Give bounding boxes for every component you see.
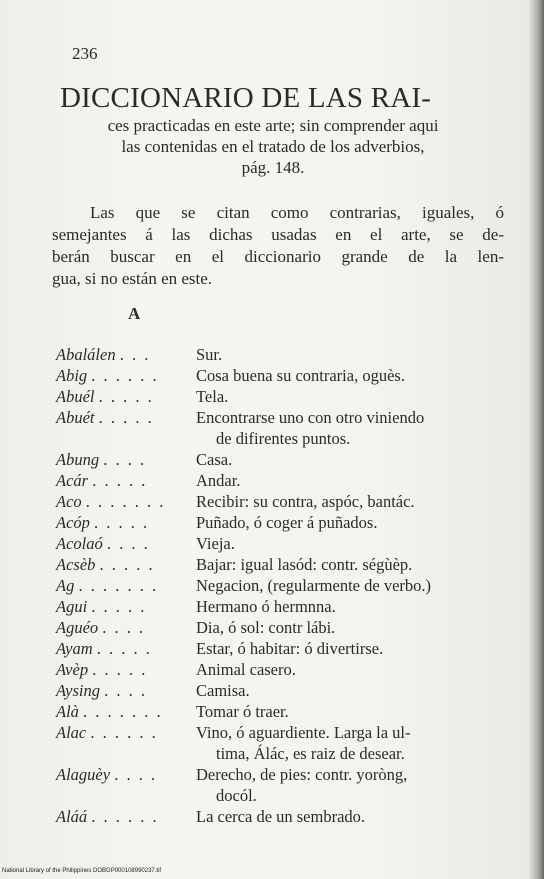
leader-dots: . . . . . .: [91, 807, 159, 826]
dictionary-entry: [56, 554, 508, 575]
dictionary-entries: [56, 344, 508, 827]
entry-headword: [56, 449, 146, 470]
leader-dots: . . . . . . .: [85, 492, 166, 511]
entry-definition: Hermano ó hermnna.: [196, 597, 336, 616]
page-edge-shadow: [528, 0, 544, 879]
leader-dots: . . . .: [104, 681, 147, 700]
headword-text: Abung: [56, 450, 100, 469]
leader-dots: . . . . .: [92, 471, 148, 490]
leader-dots: . . . . .: [99, 555, 155, 574]
entry-headword: [56, 722, 158, 743]
leader-dots: . . . . .: [92, 660, 148, 679]
dictionary-entry: [56, 764, 508, 806]
entry-definition: Estar, ó habitar: ó divertirse.: [196, 639, 384, 658]
section-letter: A: [128, 304, 141, 323]
leader-dots: . . . . .: [94, 513, 150, 532]
entry-definition: Camisa.: [196, 681, 250, 700]
dictionary-entry: [56, 722, 508, 764]
entry-headword: [56, 470, 147, 491]
headword-text: Alà: [56, 702, 79, 721]
headword-text: Abalálen: [56, 345, 116, 364]
entry-headword: [56, 596, 146, 617]
dictionary-entry: [56, 617, 508, 638]
headword-text: Acsèb: [56, 555, 96, 574]
entry-definition: Casa.: [196, 450, 233, 469]
entry-definition: Derecho, de pies: contr. yoròng,: [196, 765, 408, 784]
entry-headword: [56, 764, 157, 785]
dictionary-entry: [56, 407, 508, 449]
dictionary-entry: [56, 344, 508, 365]
headword-text: Aysing: [56, 681, 100, 700]
entry-definition: tima, Álác, es raiz de desear.: [216, 744, 405, 763]
intro-line-3: berán buscar en el diccionario grande de la len-: [52, 247, 504, 266]
entry-headword: [56, 806, 159, 827]
entry-headword: [56, 365, 159, 386]
entry-definition: Andar.: [196, 471, 241, 490]
entry-headword: [56, 701, 163, 722]
dictionary-entry: [56, 596, 508, 617]
entry-definition: docól.: [216, 786, 257, 805]
leader-dots: . . . . . .: [91, 366, 159, 385]
intro-line-1: Las que se citan como contrarias, iguales, ó: [90, 203, 504, 222]
headword-text: Ag: [56, 576, 75, 595]
headword-text: Abuél: [56, 387, 95, 406]
leader-dots: . . . .: [114, 765, 158, 784]
dictionary-entry: [56, 386, 508, 407]
leader-dots: . . . . .: [98, 408, 154, 427]
entry-headword: [56, 638, 152, 659]
leader-dots: . . .: [119, 345, 151, 364]
entry-definition: Vino, ó aguardiente. Larga la ul-: [196, 723, 411, 742]
leader-dots: . . . .: [103, 450, 147, 469]
entry-headword: [56, 575, 158, 596]
headword-text: Acár: [56, 471, 89, 490]
headword-text: Alaguèy: [56, 765, 111, 784]
intro-paragraph: [52, 202, 504, 290]
leader-dots: . . . . .: [98, 387, 154, 406]
leader-dots: . . . . .: [96, 639, 152, 658]
dictionary-entry: [56, 638, 508, 659]
entry-definition: Recibir: su contra, aspóc, bantác.: [196, 492, 415, 511]
leader-dots: . . . . . .: [90, 723, 158, 742]
headword-text: Acolaó: [56, 534, 103, 553]
entry-headword: [56, 386, 154, 407]
entry-definition: Encontrarse uno con otro viniendo: [196, 408, 425, 427]
entry-definition: La cerca de un sembrado.: [196, 807, 366, 826]
dictionary-entry: [56, 701, 508, 722]
entry-headword: [56, 554, 155, 575]
entry-definition: Animal casero.: [196, 660, 296, 679]
intro-line-2: semejantes á las dichas usadas en el arte, se de-: [52, 225, 504, 244]
dictionary-entry: [56, 533, 508, 554]
entry-definition: Sur.: [196, 345, 223, 364]
entry-definition: Puñado, ó coger á puñados.: [196, 513, 378, 532]
entry-definition: Bajar: igual lasód: contr. ségùèp.: [196, 555, 413, 574]
headword-text: Alac: [56, 723, 87, 742]
entry-headword: [56, 659, 147, 680]
dictionary-entry: [56, 491, 508, 512]
leader-dots: . . . .: [102, 618, 146, 637]
headword-text: Avèp: [56, 660, 89, 679]
dictionary-entry: [56, 680, 508, 701]
entry-headword: [56, 491, 165, 512]
leader-dots: . . . . .: [91, 597, 147, 616]
dictionary-entry: [56, 806, 508, 827]
entry-headword: [56, 617, 145, 638]
entry-headword: [56, 533, 150, 554]
headword-text: Abuét: [56, 408, 95, 427]
dictionary-entry: [56, 512, 508, 533]
page-title: DICCIONARIO DE LAS RAI-: [60, 82, 432, 114]
headword-text: Ayam: [56, 639, 93, 658]
entry-headword: [56, 512, 149, 533]
headword-text: Agui: [56, 597, 88, 616]
dictionary-entry: [56, 575, 508, 596]
subtitle-line-1: ces practicadas en este arte; sin comprender aqui: [107, 116, 439, 135]
headword-text: Aláá: [56, 807, 88, 826]
entry-definition: Tomar ó traer.: [196, 702, 289, 721]
leader-dots: . . . . . . .: [83, 702, 163, 721]
dictionary-entry: [56, 365, 508, 386]
intro-line-4: gua, si no están en este.: [52, 269, 213, 288]
dictionary-entry: [56, 470, 508, 491]
headword-text: Abig: [56, 366, 88, 385]
entry-definition: Vieja.: [196, 534, 235, 553]
entry-definition: Negacion, (regularmente de verbo.): [196, 576, 432, 595]
subtitle-line-3: pág. 148.: [241, 158, 305, 177]
page-number: 236: [72, 44, 98, 63]
entry-headword: [56, 680, 147, 701]
footer-caption: National Library of the Philippines DOBGP000108990237.tif: [2, 868, 162, 874]
entry-definition: de difirentes puntos.: [216, 429, 351, 448]
leader-dots: . . . . . . .: [78, 576, 159, 595]
leader-dots: . . . .: [106, 534, 150, 553]
entry-definition: Cosa buena su contraria, oguès.: [196, 366, 405, 385]
headword-text: Aco: [56, 492, 82, 511]
headword-text: Aguéo: [56, 618, 99, 637]
entry-definition: Dia, ó sol: contr lábi.: [196, 618, 336, 637]
dictionary-entry: [56, 659, 508, 680]
subtitle-line-2: las contenidas en el tratado de los adverbios,: [121, 137, 425, 156]
entry-headword: [56, 407, 154, 428]
dictionary-entry: [56, 449, 508, 470]
headword-text: Acóp: [56, 513, 90, 532]
entry-headword: [56, 344, 150, 365]
entry-definition: Tela.: [196, 387, 229, 406]
